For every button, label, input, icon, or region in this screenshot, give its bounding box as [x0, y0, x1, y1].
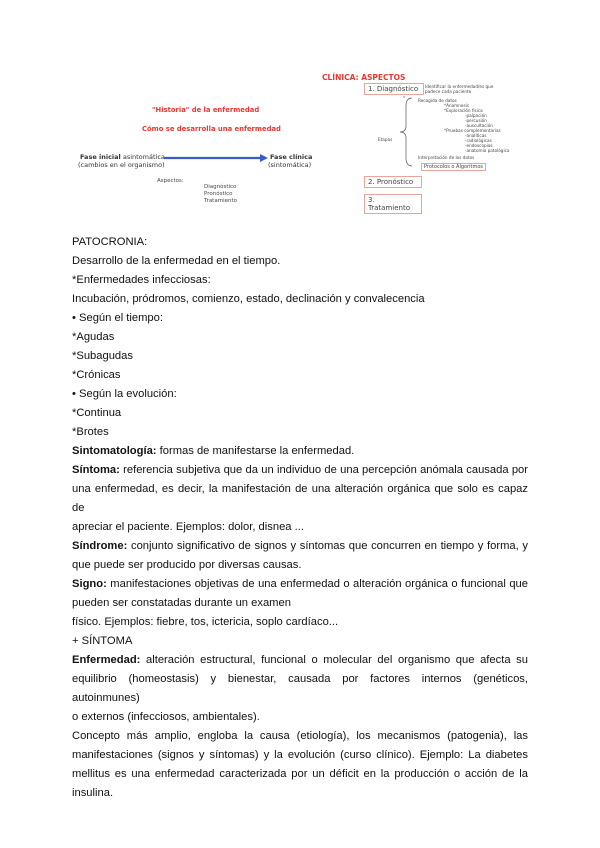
paragraph: equilibrio (homeostasis) y bienestar, causada por factores internos (genéticos, autoinmunes) [72, 673, 528, 704]
definition-sindrome: Síndrome: conjunto significativo de signos y síntomas que concurren en tiempo y forma, y [72, 540, 528, 552]
clinica-title: CLÍNICA: ASPECTOS [322, 73, 406, 82]
etapa-item: -percusión [465, 118, 487, 123]
fase-inicial: Fase inicial asintomática [80, 153, 165, 161]
diagnostico-note-1: Identificar la enfermedad/es que [425, 84, 494, 89]
protocolos-box: Protocolos o Algoritmos [421, 163, 486, 171]
aspecto-item: Pronóstico [204, 191, 233, 197]
diagnostico-note-2: padece cada paciente [425, 89, 472, 94]
definition-enfermedad: Enfermedad: alteración estructural, funcional o molecular del organismo que afecta su [72, 654, 528, 666]
paragraph: + SÍNTOMA [72, 635, 133, 647]
etapa-item: -auscultación [465, 123, 493, 128]
definition-signo: Signo: manifestaciones objetivas de una enfermedad o alteración orgánica o funcional que [72, 578, 528, 590]
arrow-icon [164, 153, 268, 163]
paragraph: *Crónicas [72, 369, 121, 381]
paragraph: Incubación, pródromos, comienzo, estado, declinación y convalecencia [72, 293, 425, 305]
etapa-item: *Anamnesis [444, 103, 470, 108]
etapas-label: Etapas [378, 137, 393, 142]
paragraph: Concepto más amplio, engloba la causa (etiología), los mecanismos (patogenia), las [72, 730, 528, 742]
etapa-item: -analíticas [465, 133, 487, 138]
paragraph: insulina. [72, 787, 114, 799]
paragraph: *Continua [72, 407, 122, 419]
paragraph: PATOCRONIA: [72, 236, 148, 248]
definition-sintoma: Síntoma: referencia subjetiva que da un individuo de una percepción anómala causada por [72, 464, 528, 476]
como-heading: Cómo se desarrolla una enfermedad [142, 125, 281, 133]
aspecto-item: Diagnóstico [204, 184, 237, 190]
paragraph: Desarrollo de la enfermedad en el tiempo. [72, 255, 281, 267]
diagnostico-box: 1. Diagnóstico [364, 83, 424, 95]
paragraph: o externos (infecciosos, ambientales). [72, 711, 260, 723]
pronostico-box: 2. Pronóstico [364, 176, 422, 188]
paragraph: que puede ser producido por diversas causas. [72, 559, 302, 571]
etapa-item: -anatomía patológica [465, 148, 510, 153]
paragraph: pueden ser constatadas durante un examen [72, 597, 291, 609]
aspecto-item: Tratamiento [204, 198, 237, 204]
etapa-item: *Exploración física [444, 108, 483, 113]
etapa-item: Recogida de datos [418, 98, 457, 103]
fase-clinica-sub: (sintomática) [268, 161, 312, 169]
paragraph: *Brotes [72, 426, 109, 438]
etapa-item: *Pruebas complementarias [444, 128, 501, 133]
paragraph: *Subagudas [72, 350, 133, 362]
paragraph: una enfermedad, es decir, la manifestación de una alteración orgánica que solo es capaz de [72, 483, 528, 514]
paragraph: • Según el tiempo: [72, 312, 163, 324]
aspectos-label: Aspectos: [157, 178, 184, 184]
paragraph: apreciar el paciente. Ejemplos: dolor, disnea ... [72, 521, 304, 533]
document-body [72, 233, 528, 803]
historia-heading: "Historia" de la enfermedad [152, 106, 260, 114]
etapa-item: Interpretación de los datos [418, 155, 475, 160]
paragraph: • Según la evolución: [72, 388, 177, 400]
paragraph: mellitus es una enfermedad caracterizada por un déficit en la producción o acción de la [72, 768, 528, 780]
tratamiento-box: 3. Tratamiento [364, 194, 422, 214]
paragraph: físico. Ejemplos: fiebre, tos, ictericia, soplo cardíaco... [72, 616, 339, 628]
paragraph: *Agudas [72, 331, 115, 343]
fase-clinica: Fase clínica [270, 153, 313, 161]
etapa-item: -radiológicas [465, 138, 492, 143]
fase-inicial-sub: (cambios en el organismo) [78, 161, 165, 169]
etapa-item: -endoscopias [465, 143, 493, 148]
paragraph: *Enfermedades infecciosas: [72, 274, 211, 286]
definition-sintomatologia: Sintomatología: formas de manifestarse la enfermedad. [72, 445, 355, 457]
paragraph: manifestaciones (signos y síntomas) y la evolución (curso clínico). Ejemplo: La diabetes [72, 749, 528, 761]
etapa-item: -palpación [465, 113, 487, 118]
